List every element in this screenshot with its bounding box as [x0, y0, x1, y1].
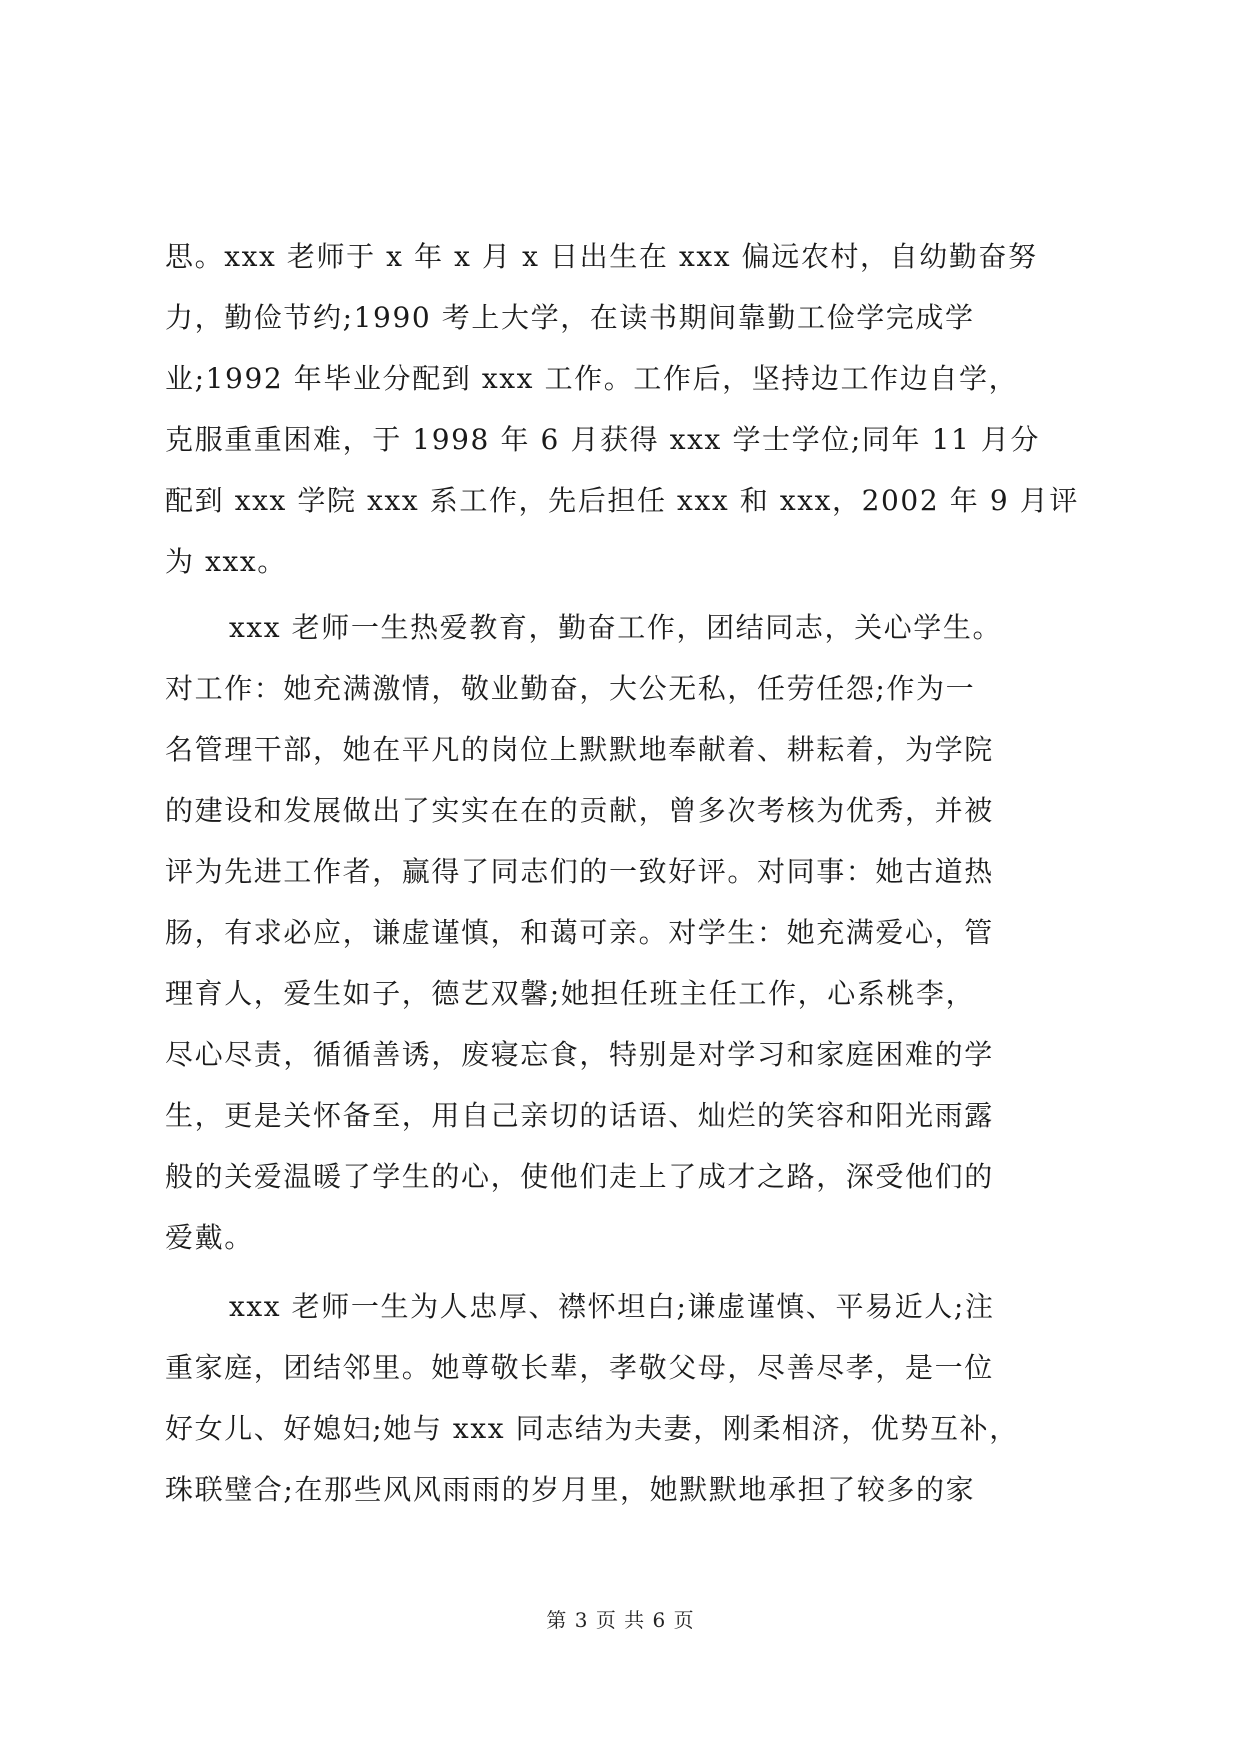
paragraph-biography — [165, 226, 1085, 592]
text-line: 克服重重困难，于 1998 年 6 月获得 xxx 学士学位;同年 11 月分 — [165, 423, 1041, 456]
text-line: 评为先进工作者，赢得了同志们的一致好评。对同事：她古道热 — [165, 855, 994, 888]
text-line: 力，勤俭节约;1990 考上大学，在读书期间靠勤工俭学完成学 — [165, 301, 975, 334]
text-line: 肠，有求必应，谦虚谨慎，和蔼可亲。对学生：她充满爱心，管 — [165, 916, 994, 949]
text-line: 好女儿、好媳妇;她与 xxx 同志结为夫妻，刚柔相济，优势互补， — [165, 1412, 1019, 1445]
page-number-footer: 第 3 页 共 6 页 — [546, 1608, 695, 1632]
text-line: 尽心尽责，循循善诱，废寝忘食，特别是对学习和家庭困难的学 — [165, 1038, 994, 1071]
text-line: 重家庭，团结邻里。她尊敬长辈，孝敬父母，尽善尽孝，是一位 — [165, 1351, 994, 1384]
text-line: 配到 xxx 学院 xxx 系工作，先后担任 xxx 和 xxx，2002 年 9 月评 — [165, 484, 1079, 517]
text-line: 爱戴。 — [165, 1221, 254, 1254]
text-line: 的建设和发展做出了实实在在的贡献，曾多次考核为优秀，并被 — [165, 794, 994, 827]
text-line: 为 xxx。 — [165, 545, 287, 578]
text-line: 名管理干部，她在平凡的岗位上默默地奉献着、耕耘着，为学院 — [165, 733, 994, 766]
text-line: xxx 老师一生热爱教育，勤奋工作，团结同志，关心学生。 — [229, 611, 1003, 644]
paragraph-family — [165, 1276, 1085, 1520]
text-line: 思。xxx 老师于 x 年 x 月 x 日出生在 xxx 偏远农村，自幼勤奋努 — [165, 240, 1038, 273]
text-line: 珠联璧合;在那些风风雨雨的岁月里，她默默地承担了较多的家 — [165, 1473, 976, 1506]
text-line: 对工作：她充满激情，敬业勤奋，大公无私，任劳任怨;作为一 — [165, 672, 976, 705]
text-line: xxx 老师一生为人忠厚、襟怀坦白;谦虚谨慎、平易近人;注 — [229, 1290, 995, 1323]
paragraph-work — [165, 597, 1085, 1268]
text-line: 业;1992 年毕业分配到 xxx 工作。工作后，坚持边工作边自学， — [165, 362, 1019, 395]
text-line: 般的关爱温暖了学生的心，使他们走上了成才之路，深受他们的 — [165, 1160, 994, 1193]
text-line: 生，更是关怀备至，用自己亲切的话语、灿烂的笑容和阳光雨露 — [165, 1099, 994, 1132]
text-line: 理育人，爱生如子，德艺双馨;她担任班主任工作，心系桃李， — [165, 977, 976, 1010]
